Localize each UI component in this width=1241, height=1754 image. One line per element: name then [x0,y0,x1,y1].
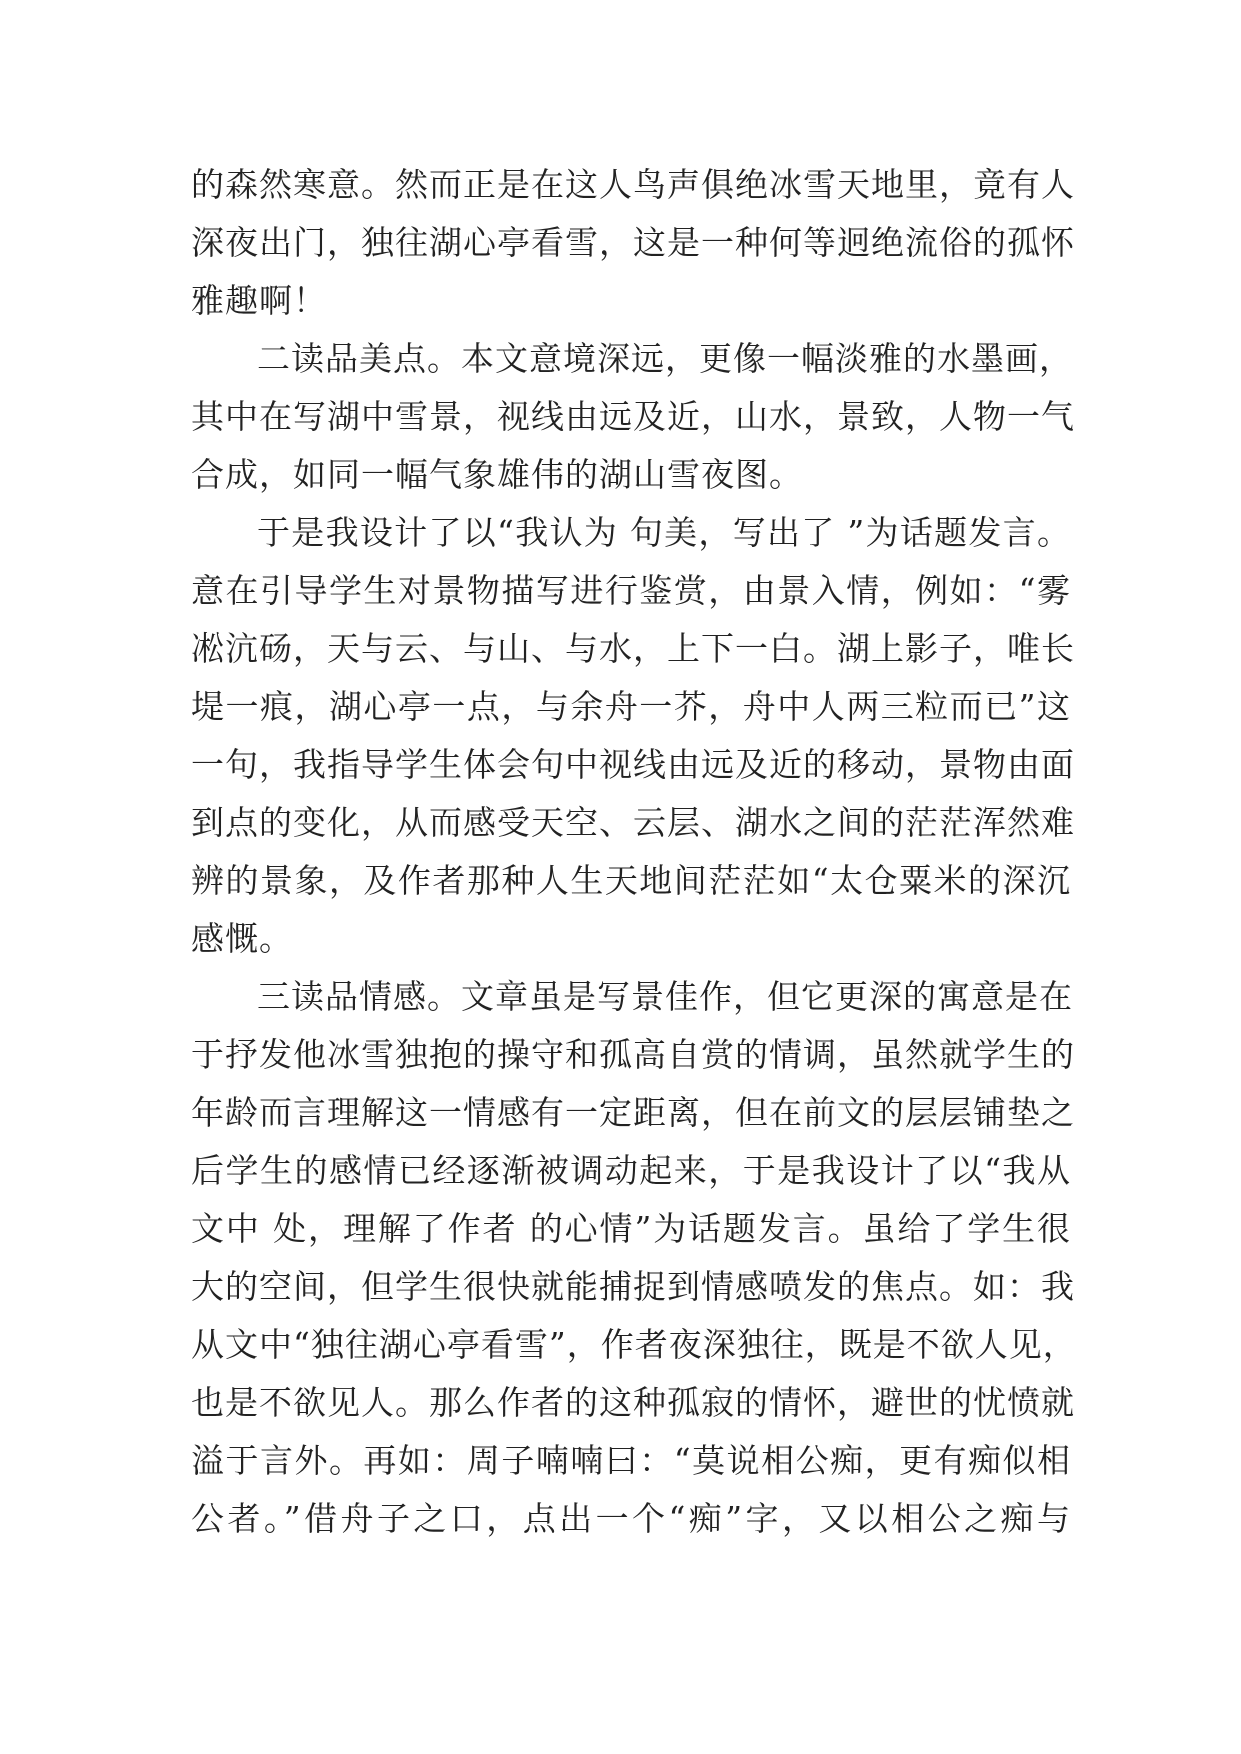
text-line: 意在引导学生对景物描写进行鉴赏，由景入情，例如：“雾 [191,571,1071,610]
text-line: 文中 处，理解了作者 的心情”为话题发言。虽给了学生很 [191,1209,1071,1248]
text-line: 年龄而言理解这一情感有一定距离，但在前文的层层铺垫之 [191,1093,1075,1132]
text-line: 也是不欲见人。那么作者的这种孤寂的情怀，避世的忧愤就 [191,1383,1075,1422]
paragraph [191,156,1075,330]
body-text [191,156,1077,1548]
text-line: 辨的景象，及作者那种人生天地间茫茫如“太仓粟米的深沉 [191,861,1071,900]
text-line: 雅趣啊！ [191,281,327,320]
text-line: 的森然寒意。然而正是在这人鸟声俱绝冰雪天地里，竟有人 [191,165,1075,204]
text-line: 堤一痕，湖心亭一点，与余舟一芥，舟中人两三粒而已”这 [191,687,1071,726]
text-line: 公者。”借舟子之口，点出一个“痴”字，又以相公之痴与 [191,1499,1071,1538]
text-line: 二读品美点。本文意境深远，更像一幅淡雅的水墨画， [257,339,1073,378]
paragraph [191,504,1075,968]
paragraph [191,330,1075,504]
text-line: 于是我设计了以“我认为 句美，写出了 ”为话题发言。 [257,513,1071,552]
text-line: 从文中“独往湖心亭看雪”，作者夜深独往，既是不欲人见， [191,1325,1077,1364]
text-line: 于抒发他冰雪独抱的操守和孤高自赏的情调，虽然就学生的 [191,1035,1075,1074]
text-line: 合成，如同一幅气象雄伟的湖山雪夜图。 [191,455,803,494]
text-line: 凇沆砀，天与云、与山、与水，上下一白。湖上影子，唯长 [191,629,1075,668]
text-line: 后学生的感情已经逐渐被调动起来，于是我设计了以“我从 [191,1151,1071,1190]
text-line: 三读品情感。文章虽是写景佳作，但它更深的寓意是在 [257,977,1073,1016]
paragraph [191,968,1077,1548]
text-line: 一句，我指导学生体会句中视线由远及近的移动，景物由面 [191,745,1075,784]
text-line: 其中在写湖中雪景，视线由远及近，山水，景致，人物一气 [191,397,1075,436]
text-line: 大的空间，但学生很快就能捕捉到情感喷发的焦点。如：我 [191,1267,1075,1306]
text-line: 感慨。 [191,919,293,958]
text-line: 深夜出门，独往湖心亭看雪，这是一种何等迥绝流俗的孤怀 [191,223,1075,262]
text-line: 到点的变化，从而感受天空、云层、湖水之间的茫茫浑然难 [191,803,1075,842]
text-line: 溢于言外。再如：周子喃喃曰：“莫说相公痴，更有痴似相 [191,1441,1071,1480]
